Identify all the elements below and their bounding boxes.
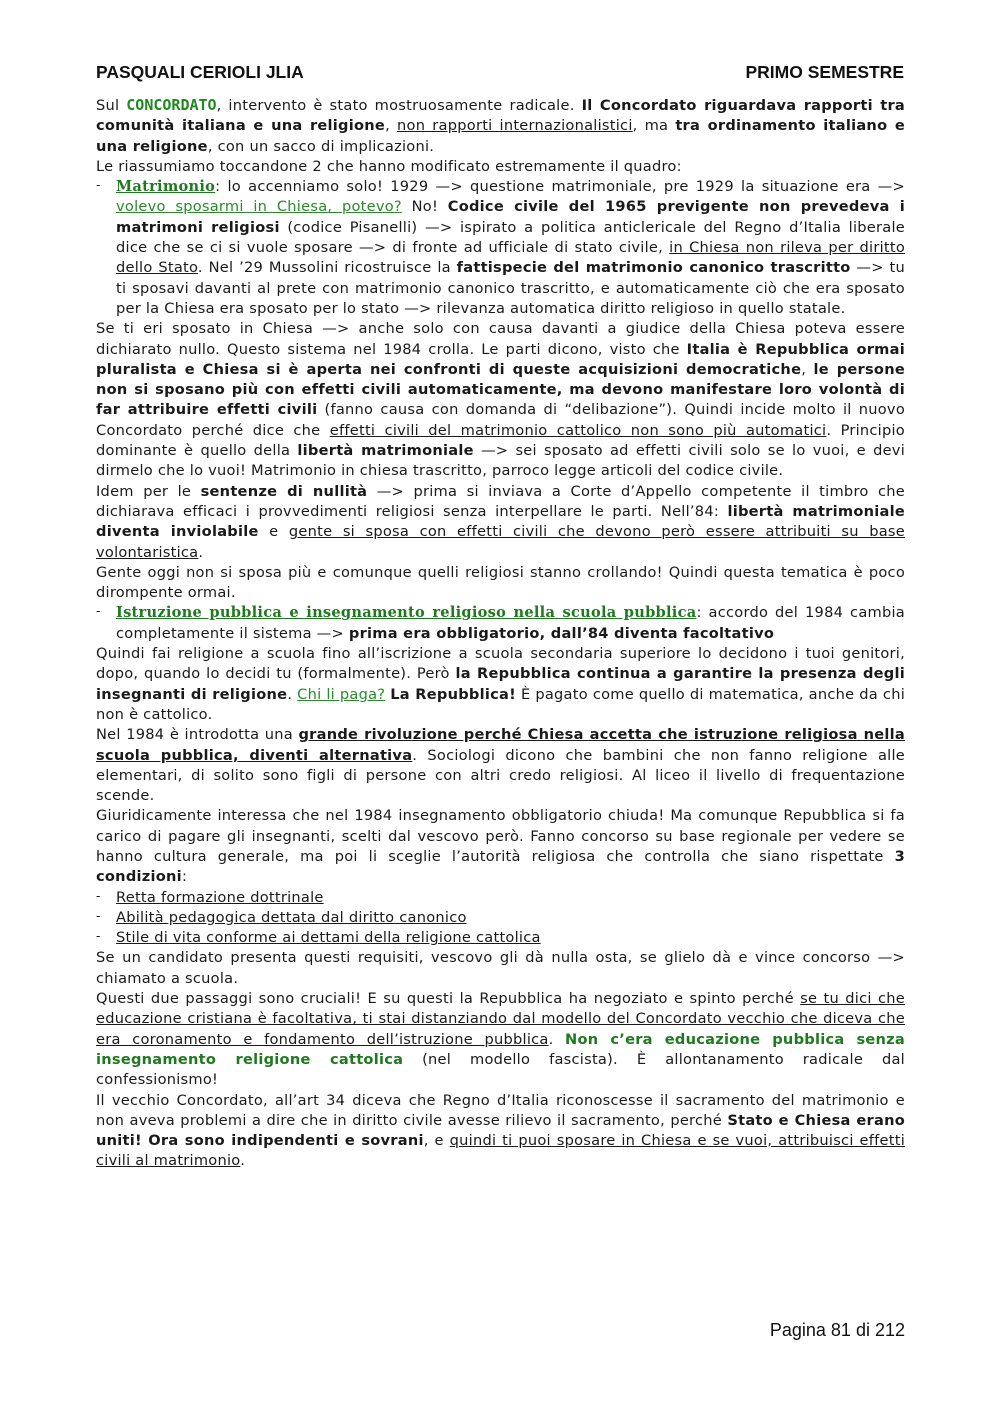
bold-text: sentenze di nullità <box>200 482 368 500</box>
bold-text: la Repubblica continua a garantire la presenza degli insegnanti di religione <box>96 665 905 703</box>
bold-text: tra ordinamento italiano e una religione <box>96 117 906 155</box>
underlined-text: se tu dici che educazione cristiana è facoltativa, ti stai distanziando dal modello del Concordato vecchio che diceva che era coronamento e fondamento dell’istruzione pubblica <box>96 990 905 1048</box>
text: Giuridicamente interessa che nel 1984 insegnamento obbligatorio chiuda! Ma comunque Repubblica si fa carico di pagare gli insegnanti, scelti dal vescovo però. Fanno concorso su base regionale per vedere se hanno cultura generale, ma poi li sceglie l’autorità religiosa che controlla che siano rispettate <box>96 807 905 865</box>
text: Il vecchio Concordato, all’art 34 diceva che Regno d’Italia riconoscesse il sacramento del matrimonio e non aveva problemi a dire che in diritto civile avesse rilievo il sacramento, perché <box>96 1091 905 1129</box>
bold-text: Il Concordato riguardava rapporti tra comunità italiana e una religione <box>96 97 905 135</box>
underlined-text: gente si sposa con effetti civili che devono però essere attribuiti su base volontaristica <box>96 523 905 561</box>
bold-text: fattispecie del matrimonio canonico trascritto <box>456 259 851 277</box>
condition-item <box>96 888 905 908</box>
page-number: Pagina 81 di 212 <box>769 1320 905 1340</box>
list-dash: - <box>96 929 101 944</box>
paragraph-rivoluzione <box>96 725 905 806</box>
text: (nel modello fascista). È allontanamento radicale dal confessionismo! <box>96 1050 905 1089</box>
underlined-text: quindi ti puoi sposare in Chiesa e se vuoi, attribuisci effetti civili al matrimonio <box>96 1132 905 1170</box>
text: : lo accenniamo solo! 1929 —> questione matrimoniale, pre 1929 la situazione era —> <box>215 178 905 196</box>
page-header <box>96 62 904 86</box>
highlighted-question: volevo sposarmi in Chiesa, potevo? <box>116 198 402 216</box>
bold-text: Stato e Chiesa erano uniti! Ora sono indipendenti e sovrani <box>96 1111 906 1150</box>
text: . <box>240 1152 246 1170</box>
semester-label: PRIMO SEMESTRE <box>745 62 904 82</box>
text: Sul <box>96 97 127 114</box>
underlined-text: non rapporti internazionalistici <box>397 117 633 135</box>
text: No! <box>401 198 448 216</box>
text: Se ti eri sposato in Chiesa —> anche solo con causa davanti a giudice della Chiesa poteva essere dichiarato nullo. Questo sistema nel 1984 crolla. Le parti dicono, visto che <box>96 320 905 358</box>
text: . <box>287 685 298 703</box>
bold-text: le persone non si sposano più con effetti civili automaticamente, ma devono manifestare loro volontà di far attribuire effetti civili <box>96 360 905 419</box>
green-bold-text: Non c’era educazione pubblica senza insegnamento religione cattolica <box>96 1030 906 1068</box>
intro-paragraph <box>96 95 905 157</box>
bold-underlined-text: grande rivoluzione perché Chiesa accetta che istruzione religiosa nella scuola pubblica, diventi alternativa <box>96 726 906 764</box>
text: È pagato come quello di matematica, anche da chi non è cattolico. <box>96 685 905 723</box>
text: (fanno causa con domanda di “delibazione”). Quindi incide molto il nuovo Concordato perché dice che <box>96 401 905 439</box>
concordato-heading: CONCORDATO <box>126 96 217 114</box>
text: —> prima si inviava a Corte d’Appello competente il timbro che dichiarava efficaci i provvedimenti religiosi senza interpellare le parti. Nell’84: <box>96 482 905 520</box>
condition-text: Abilità pedagogica dettata dal diritto canonico <box>116 908 467 926</box>
text: , ma <box>632 117 676 135</box>
bold-text: prima era obbligatorio, dall’84 diventa facoltativo <box>348 624 775 642</box>
list-dash: - <box>96 178 101 193</box>
paragraph-nullita <box>96 482 905 563</box>
condition-text: Stile di vita conforme ai dettami della religione cattolica <box>116 929 541 947</box>
bold-text: 3 condizioni <box>96 847 905 886</box>
condition-item <box>96 908 905 928</box>
bold-text: libertà matrimoniale diventa inviolabile <box>96 502 905 541</box>
text: : <box>181 868 188 886</box>
text: Nel 1984 è introdotta una <box>96 726 299 744</box>
paragraph-vecchio-concordato <box>96 1091 905 1172</box>
summary-paragraph: Le riassumiamo toccandone 2 che hanno modificato estremamente il quadro: <box>96 157 682 175</box>
bold-text: libertà matrimoniale <box>297 442 474 460</box>
text: . <box>198 543 204 561</box>
text: , intervento è stato mostruosamente radicale. <box>216 97 582 114</box>
topic-matrimonio: Matrimonio <box>116 178 216 196</box>
text: —> tu ti sposavi davanti al prete con matrimonio canonico trascritto, e automaticamente ciò che era sposato per la Chiesa era sposato per lo stato —> rilevanza automatica diritto religioso in quello statale. <box>116 259 905 317</box>
author-name: PASQUALI CERIOLI JLIA <box>96 62 304 82</box>
paragraph-1984 <box>96 319 905 481</box>
text: , con un sacco di implicazioni. <box>207 137 435 155</box>
paragraph-passaggi <box>96 989 905 1090</box>
topic-istruzione: Istruzione pubblica e insegnamento religioso nella scuola pubblica <box>116 604 697 622</box>
text: (codice Pisanelli) —> ispirato a politica anticlericale del Regno d’Italia liberale dice che se ci si vuole sposare —> di fronte ad ufficiale di stato civile, <box>116 218 905 257</box>
text: , <box>801 360 814 378</box>
bold-text: Codice civile del 1965 previgente non prevedeva i matrimoni religiosi <box>116 198 905 236</box>
document-body <box>96 95 905 1172</box>
paragraph-candidato: Se un candidato presenta questi requisiti, vescovo gli dà nulla osta, se glielo dà e vince concorso —> chiamato a scuola. <box>96 949 905 987</box>
condition-text: Retta formazione dottrinale <box>116 888 324 906</box>
text: . <box>548 1030 566 1048</box>
bold-text: Italia è Repubblica ormai pluralista e Chiesa si è aperta nei confronti di queste acquisizioni democratiche <box>96 340 905 378</box>
list-dash: - <box>96 604 101 619</box>
text: Idem per le <box>96 482 201 500</box>
text: , <box>385 117 398 135</box>
bold-text: La Repubblica! <box>390 685 517 703</box>
condition-item <box>96 928 905 948</box>
underlined-text: in Chiesa non rileva per diritto dello Stato <box>116 239 905 277</box>
list-dash: - <box>96 908 101 923</box>
underlined-text: effetti civili del matrimonio cattolico non sono più automatici <box>329 421 827 439</box>
text: , e <box>423 1132 450 1150</box>
paragraph-gente: Gente oggi non si sposa più e comunque quelli religiosi stanno crollando! Quindi questa tematica è poco dirompente ormai. <box>96 563 905 602</box>
text: : accordo del 1984 cambia completamente il sistema —> <box>116 604 905 642</box>
list-dash: - <box>96 888 101 903</box>
text: . Nel ’29 Mussolini ricostruisce la <box>197 259 457 277</box>
highlighted-question: Chi li paga? <box>297 685 386 703</box>
paragraph-religione-scuola <box>96 644 905 725</box>
text: . Sociologi dicono che bambini che non fanno religione alle elementari, di solito sono figli di persone con altri credo religiosi. Al liceo il livello di frequentazione scende. <box>96 746 905 805</box>
text: Quindi fai religione a scuola fino all’iscrizione a scuola secondaria superiore lo decidono i tuoi genitori, dopo, quando lo decidi tu (formalmente). Però <box>96 645 905 683</box>
text: . Principio dominante è quello della <box>96 421 905 460</box>
list-item-istruzione <box>96 603 905 644</box>
list-item-matrimonio <box>96 177 905 319</box>
text: Questi due passaggi sono cruciali! E su questi la Repubblica ha negoziato e spinto perché <box>96 990 801 1008</box>
text: e <box>258 523 289 541</box>
text: —> sei sposato ad effetti civili solo se lo vuoi, e devi dirmelo che lo vuoi! Matrimonio in chiesa trascritto, parroco legge articoli del codice civile. <box>96 442 906 480</box>
paragraph-giuridicamente <box>96 806 905 887</box>
